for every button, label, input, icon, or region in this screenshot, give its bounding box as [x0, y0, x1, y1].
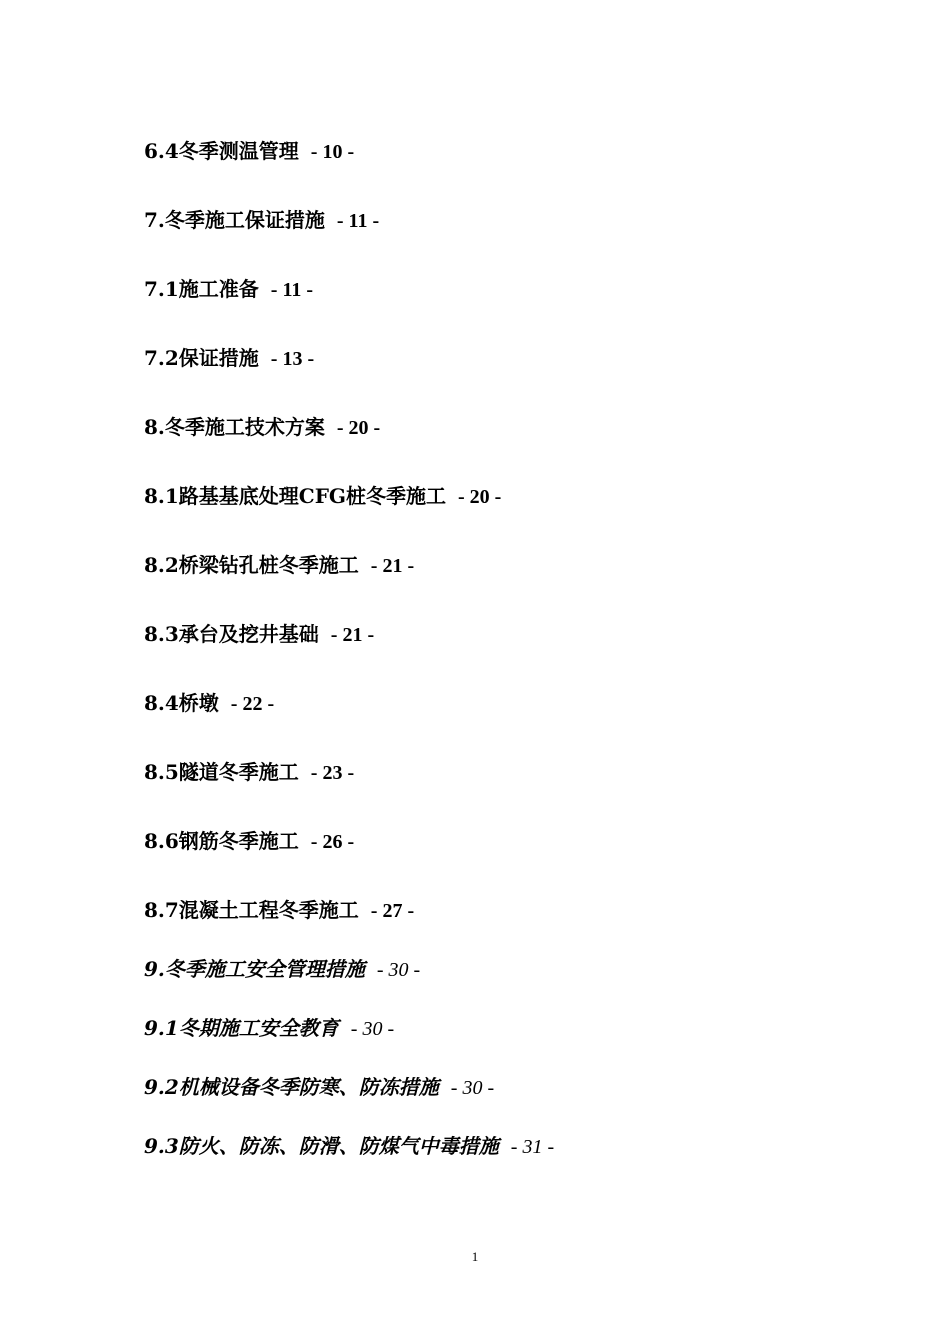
toc-entry-title: 9.2机械设备冬季防寒、防冻措施	[144, 1075, 439, 1099]
toc-entry-page: - 20 -	[336, 417, 381, 439]
toc-entry	[144, 1016, 394, 1041]
toc-entry	[144, 760, 354, 785]
toc-entry	[144, 553, 414, 578]
toc-entry-title: 8.6钢筋冬季施工	[144, 829, 299, 853]
toc-entry-title: 8.7混凝土工程冬季施工	[144, 898, 359, 922]
toc-entry-title: 7.冬季施工保证措施	[144, 208, 325, 232]
toc-entry-title: 8.2桥梁钻孔桩冬季施工	[144, 553, 359, 577]
toc-entry	[144, 898, 414, 923]
toc-entry-title: 8.3承台及挖井基础	[144, 622, 319, 646]
toc-entry-title: 8.4桥墩	[144, 691, 219, 715]
toc-entry-title: 9.1冬期施工安全教育	[144, 1016, 339, 1040]
toc-entry	[144, 139, 354, 164]
toc-entry	[144, 415, 380, 440]
toc-entry-page: - 22 -	[230, 693, 275, 715]
page-number: 1	[471, 1249, 479, 1264]
toc-entry-title: 8.5隧道冬季施工	[144, 760, 299, 784]
toc-entry-page: - 30 -	[450, 1077, 495, 1099]
toc-entry	[144, 957, 420, 982]
toc-entry-page: - 13 -	[270, 348, 315, 370]
toc-entry	[144, 1134, 554, 1159]
toc-entry-page: - 11 -	[270, 279, 314, 301]
toc-entry-title: 9.冬季施工安全管理措施	[144, 957, 365, 981]
toc-entry-page: - 11 -	[336, 210, 380, 232]
toc-entry-page: - 10 -	[310, 141, 355, 163]
toc-entry-page: - 20 -	[458, 486, 502, 508]
toc-entry	[144, 1075, 494, 1100]
toc-entry-page: - 26 -	[310, 831, 355, 853]
toc-entry	[144, 208, 379, 233]
toc-entry-title: 7.2保证措施	[144, 346, 259, 370]
toc-entry	[144, 622, 374, 647]
toc-entry-page: - 30 -	[350, 1018, 395, 1040]
toc-entry-page: - 30 -	[376, 959, 421, 981]
toc-entry-page: - 21 -	[330, 624, 375, 646]
toc-entry-title: 8.1路基基底处理CFG桩冬季施工	[144, 484, 446, 508]
toc-entry-title: 7.1施工准备	[144, 277, 259, 301]
toc-entry-title: 9.3防火、防冻、防滑、防煤气中毒措施	[144, 1134, 499, 1158]
toc-entry	[144, 346, 314, 371]
toc-entry-page: - 31 -	[510, 1136, 555, 1158]
toc-entry	[144, 691, 274, 716]
toc-entry	[144, 484, 501, 509]
toc-entry-title: 6.4冬季测温管理	[144, 139, 299, 163]
toc-entry	[144, 277, 313, 302]
toc-entry-page: - 21 -	[370, 555, 415, 577]
toc-entry-page: - 23 -	[310, 762, 355, 784]
toc-entry	[144, 829, 354, 854]
toc-entry-title: 8.冬季施工技术方案	[144, 415, 325, 439]
toc-entry-page: - 27 -	[370, 900, 415, 922]
